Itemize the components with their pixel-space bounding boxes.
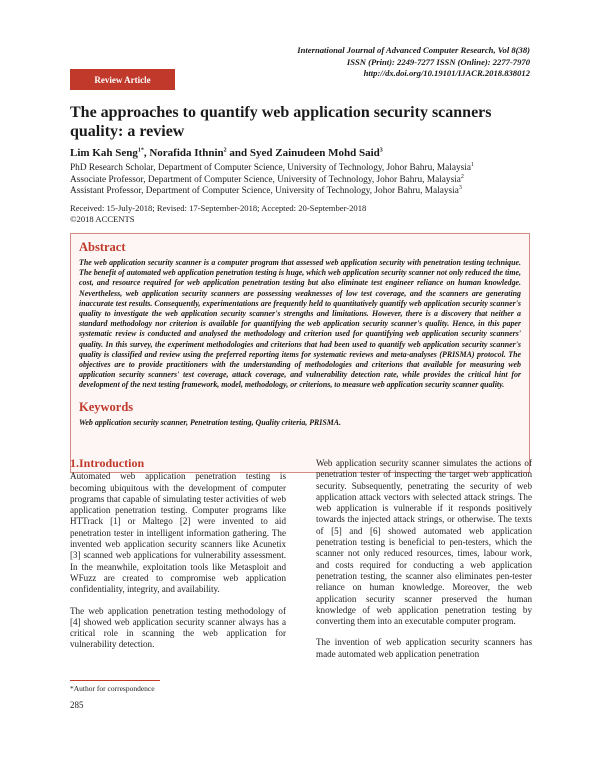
article-type-badge: Review Article: [70, 69, 175, 90]
left-column: [70, 458, 286, 661]
author-sup: 2: [223, 147, 227, 154]
journal-issn: ISSN (Print): 2249-7277 ISSN (Online): 2277-7970: [346, 56, 530, 67]
keywords-text: Web application security scanner, Penetration testing, Quality criteria, PRISMA.: [79, 417, 342, 427]
footnote: *Author for correspondence: [70, 684, 155, 693]
keywords-heading: Keywords: [79, 399, 134, 414]
author-sup: 3: [379, 147, 383, 154]
body-paragraph: Web application security scanner simulates the actions of penetration tester of inspecting the target web application security. Subsequently, penetrating the security of web application attack vectors with selected attack strings. The web application is vulnerable if it responds positively towards the injected attack strings, or otherwise. The texts of [5] and [6] showed automated web application penetration testing is beneficial to pen-testers, which the scanner not only reduced resources, times, labour work, and costs required for conducting a web application penetration testing, the scanner also eliminates pen-tester reliance on human knowledge. Moreover, the web application security scanner preserved the human knowledge of web application penetration testing by converting them into an executable computer program.: [316, 458, 532, 627]
author-name: Lim Kah Seng: [70, 147, 138, 159]
abstract-text: The web application security scanner is a computer program that assessed web application security with penetration testing technique. The benefit of automated web application penetration testing is huge, which web application security scanner not only reduced the time, cost, and resource required for web application penetration testing but also eliminate test engineer reliance on human knowledge. Nevertheless, web application security scanners are possessing weaknesses of low test coverage, and the scanners are generating inaccurate test results. Consequently, experimentations are frequently held to quantitatively quantify web application security scanner's quality to investigate the web application security scanner's strengths and limitations. However, there is a discovery that neither a standard methodology nor criterion is available for quantifying the web application security scanner's quality. Hence, in this paper systematic review is conducted and analysed the methodology and criterion used for quantifying web application security scanners' quality. In this survey, the experiment methodologies and criterions that had been used to quantify web application security scanner's quality is classified and review using the preferred reporting items for systematic reviews and meta-analyses (PRISMA) protocol. The objectives are to provide practitioners with the understanding of methodologies and criterions that available for measuring web application security scanners' test coverage, attack coverage, and vulnerability detection rate, while provides the critical hint for development of the next testing framework, model, methodology, or criterions, to measure web application security scanner quality.: [79, 258, 521, 390]
history-dates: Received: 15-July-2018; Revised: 17-September-2018; Accepted: 20-September-2018: [70, 203, 367, 213]
affiliation-sup: 2: [460, 173, 464, 180]
footnote-divider: [70, 680, 160, 681]
paper-title: The approaches to quantify web application security scanners quality: a review: [70, 104, 492, 140]
affiliation-text: PhD Research Scholar, Department of Computer Science, University of Technology, Johor Bahru, Malaysia: [70, 163, 471, 174]
author-separator: and: [226, 147, 250, 159]
affiliation: [70, 183, 540, 198]
author-list: [70, 147, 540, 159]
journal-header: [210, 45, 530, 80]
author-name: Norafida Ithnin: [149, 147, 224, 159]
author-separator: ,: [143, 147, 150, 159]
abstract-box: [70, 233, 530, 473]
body-paragraph: Automated web application penetration testing is becoming ubiquitous with the development of computer programs that capable of simulating tester activities of web application penetration testing. Computer programs like HTTrack [1] or Maltego [2] were invented to aid penetration tester in intelligent information gathering. The invented web application security scanners like Acunetix [3] scanned web applications for vulnerability assessment. In the meanwhile, exploitation tools like Metasploit and WFuzz are created to compromise web application confidentiality, integrity, and availability.: [70, 471, 286, 595]
body-paragraph: The web application penetration testing methodology of [4] showed web application security scanner always has a critical role in scanning the web application for vulnerability detection.: [70, 605, 286, 650]
journal-name: International Journal of Advanced Computer Research, Vol 8(38): [297, 45, 530, 55]
affiliation-text: Assistant Professor, Department of Computer Science, University of Technology, Johor Bahru, Malaysia: [70, 186, 459, 197]
copyright: ©2018 ACCENTS: [70, 213, 135, 224]
body-paragraph: The invention of web application security scanners has made automated web application penetration: [316, 637, 532, 659]
article-dates: [70, 203, 540, 224]
page-number: 285: [70, 700, 84, 710]
section-heading-introduction: 1.Introduction: [70, 456, 145, 470]
journal-doi[interactable]: http://dx.doi.org/10.19101/IJACR.2018.838012: [363, 68, 530, 78]
affiliation-text: Associate Professor, Department of Computer Science, University of Technology, Johor Bahru, Malaysia: [70, 174, 461, 185]
right-column: [316, 458, 532, 670]
affiliation-sup: 1: [470, 162, 474, 168]
author-name: Syed Zainudeen Mohd Said: [249, 147, 380, 159]
affiliation-sup: 3: [458, 185, 462, 191]
author-sup: 1*: [137, 147, 144, 154]
abstract-heading: Abstract: [79, 240, 126, 254]
